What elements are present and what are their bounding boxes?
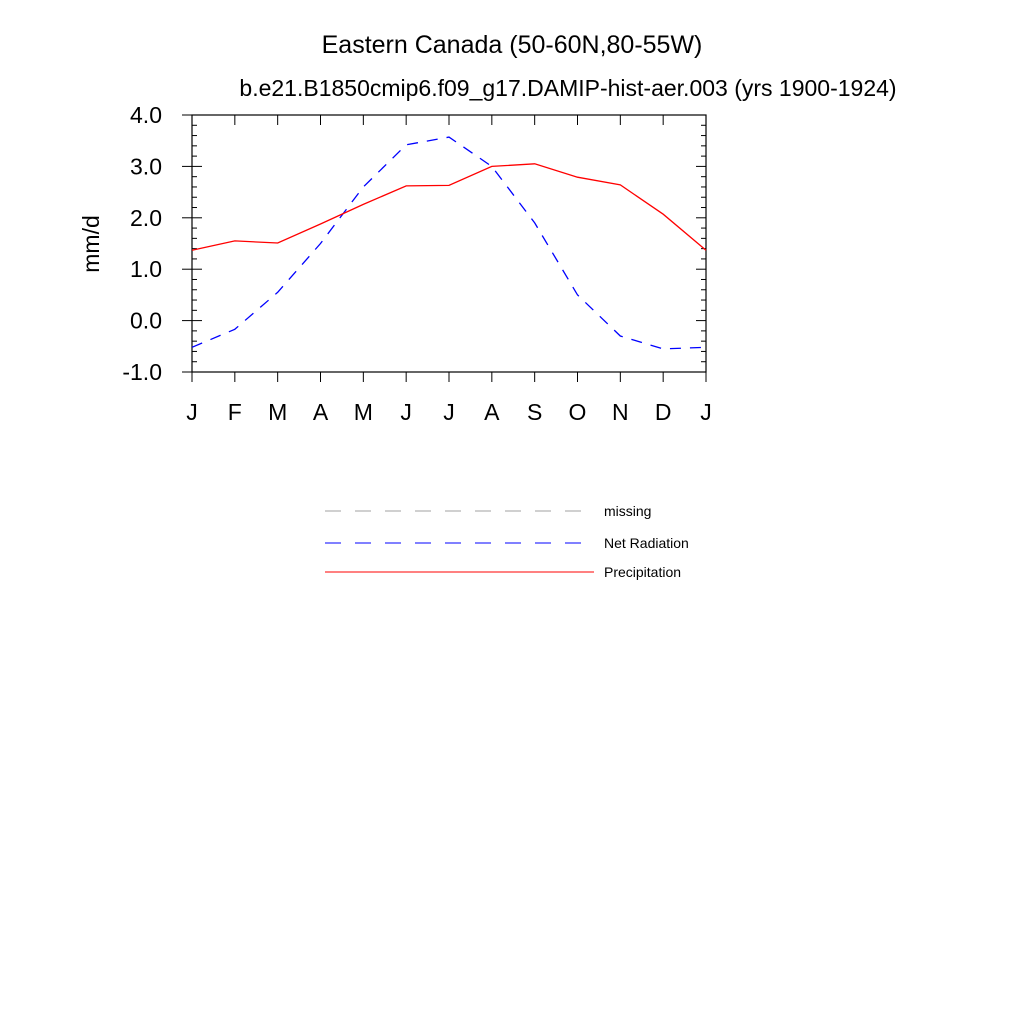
axis-ticks (182, 115, 706, 382)
x-tick-label: J (186, 399, 198, 425)
legend-label: Precipitation (604, 564, 682, 580)
y-tick-label: 0.0 (130, 307, 162, 334)
x-tick-label: N (612, 399, 629, 425)
x-tick-label: S (526, 399, 543, 425)
series-lines (192, 137, 706, 349)
x-tick-label: J (443, 399, 455, 425)
series-line (192, 164, 706, 250)
x-tick-label: M (353, 399, 373, 425)
legend-label: Net Radiation (604, 535, 689, 551)
y-tick-label: 1.0 (130, 256, 162, 283)
x-tick-label: J (700, 399, 712, 425)
y-tick-label: 4.0 (130, 102, 162, 128)
x-tick-label: F (227, 399, 242, 425)
x-tick-label: M (268, 399, 288, 425)
chart-title: Eastern Canada (50-60N,80-55W) (321, 31, 703, 59)
y-tick-label: 2.0 (130, 204, 162, 231)
x-tick-label: J (400, 399, 412, 425)
x-tick-label: O (568, 399, 587, 425)
y-tick-label: -1.0 (122, 359, 162, 385)
legend-label: missing (604, 503, 652, 519)
y-tick-labels (122, 102, 162, 385)
chart-subtitle: b.e21.B1850cmip6.f09_g17.DAMIP-hist-aer.003 (yrs 1900-1924) (239, 75, 897, 101)
y-axis-label: mm/d (78, 215, 104, 273)
x-tick-label: A (312, 399, 329, 425)
legend (325, 503, 689, 580)
y-tick-label: 3.0 (130, 153, 162, 180)
x-tick-labels (186, 399, 712, 425)
plot-frame (192, 115, 706, 372)
x-tick-label: A (484, 399, 500, 425)
x-tick-label: D (654, 399, 672, 425)
